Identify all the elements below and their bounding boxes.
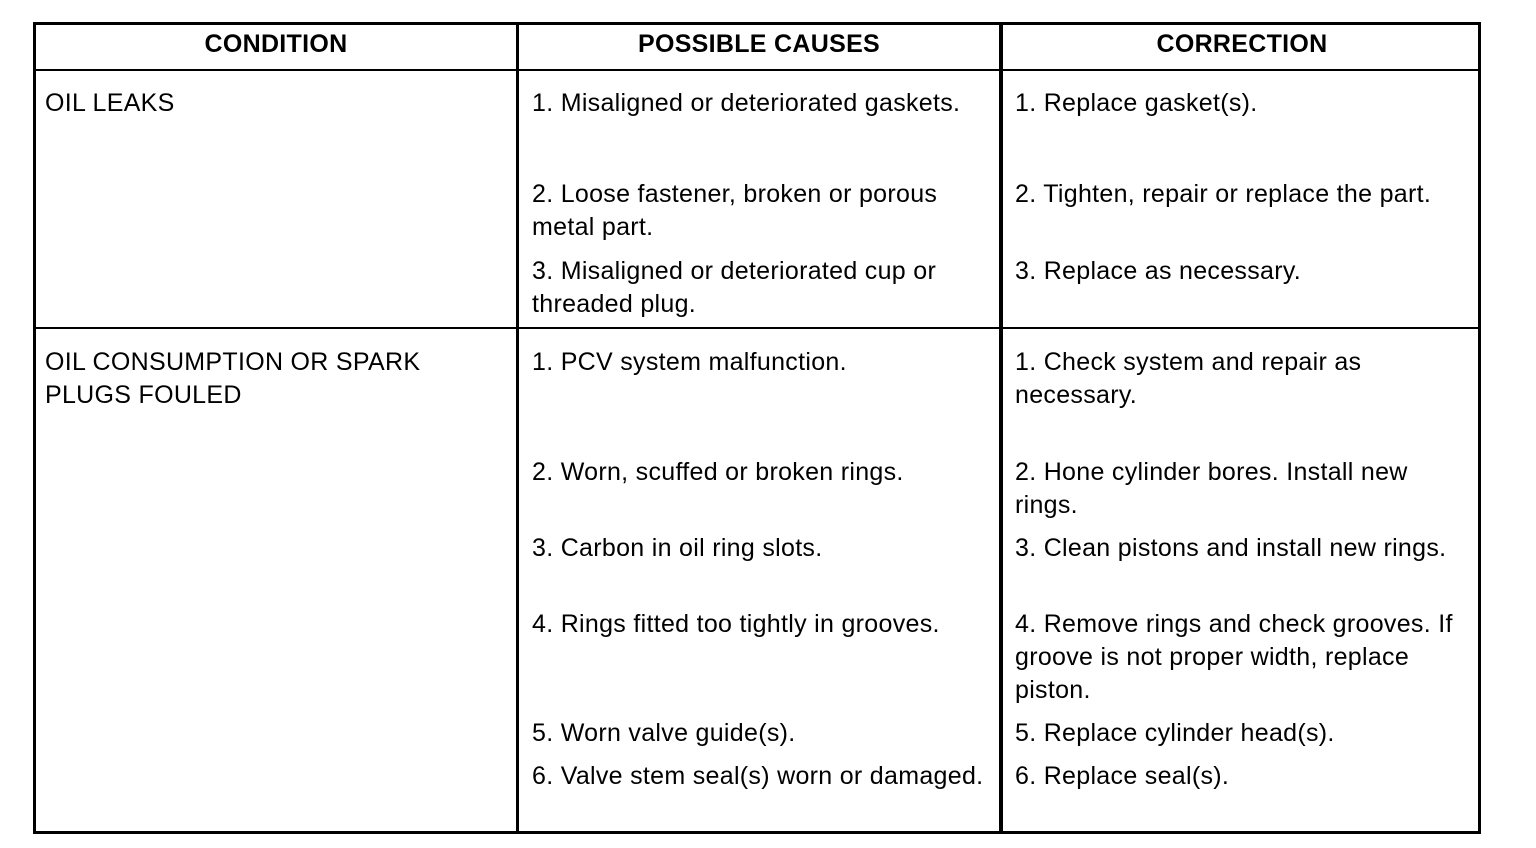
correction-item: 2. Tighten, repair or replace the part.: [1015, 180, 1432, 208]
cause-item: 4. Rings fitted too tightly in grooves.: [532, 610, 940, 638]
header-divider: [36, 69, 1478, 71]
correction-item: 4. Remove rings and check grooves. If groove is not proper width, replace piston.: [1015, 610, 1453, 704]
correction-item: 3. Clean pistons and install new rings.: [1015, 534, 1447, 562]
condition-cell: OIL LEAKS: [45, 89, 175, 117]
row-divider: [36, 327, 1478, 329]
cause-item: 6. Valve stem seal(s) worn or damaged.: [532, 762, 984, 790]
column-divider: [516, 25, 519, 831]
correction-item: 2. Hone cylinder bores. Install new rings.: [1015, 458, 1408, 519]
correction-item: 5. Replace cylinder head(s).: [1015, 719, 1335, 747]
correction-header: CORRECTION: [1156, 30, 1328, 58]
cause-item: 2. Worn, scuffed or broken rings.: [532, 458, 904, 486]
correction-item: 1. Check system and repair as necessary.: [1015, 348, 1362, 409]
correction-item: 3. Replace as necessary.: [1015, 257, 1302, 285]
condition-cell: OIL CONSUMPTION OR SPARK PLUGS FOULED: [45, 348, 421, 409]
cause-item: 3. Carbon in oil ring slots.: [532, 534, 823, 562]
correction-item: 6. Replace seal(s).: [1015, 762, 1230, 790]
correction-item: 1. Replace gasket(s).: [1015, 89, 1258, 117]
cause-item: 5. Worn valve guide(s).: [532, 719, 796, 747]
cause-item: 1. Misaligned or deteriorated gaskets.: [532, 89, 961, 117]
cause-item: 1. PCV system malfunction.: [532, 348, 847, 376]
column-divider: [999, 25, 1003, 831]
cause-item: 3. Misaligned or deteriorated cup or threaded plug.: [532, 257, 937, 318]
condition-header: CONDITION: [204, 30, 348, 58]
possible-causes-header: POSSIBLE CAUSES: [637, 30, 881, 58]
cause-item: 2. Loose fastener, broken or porous metal part.: [532, 180, 938, 241]
diagnosis-table: [33, 22, 1481, 834]
